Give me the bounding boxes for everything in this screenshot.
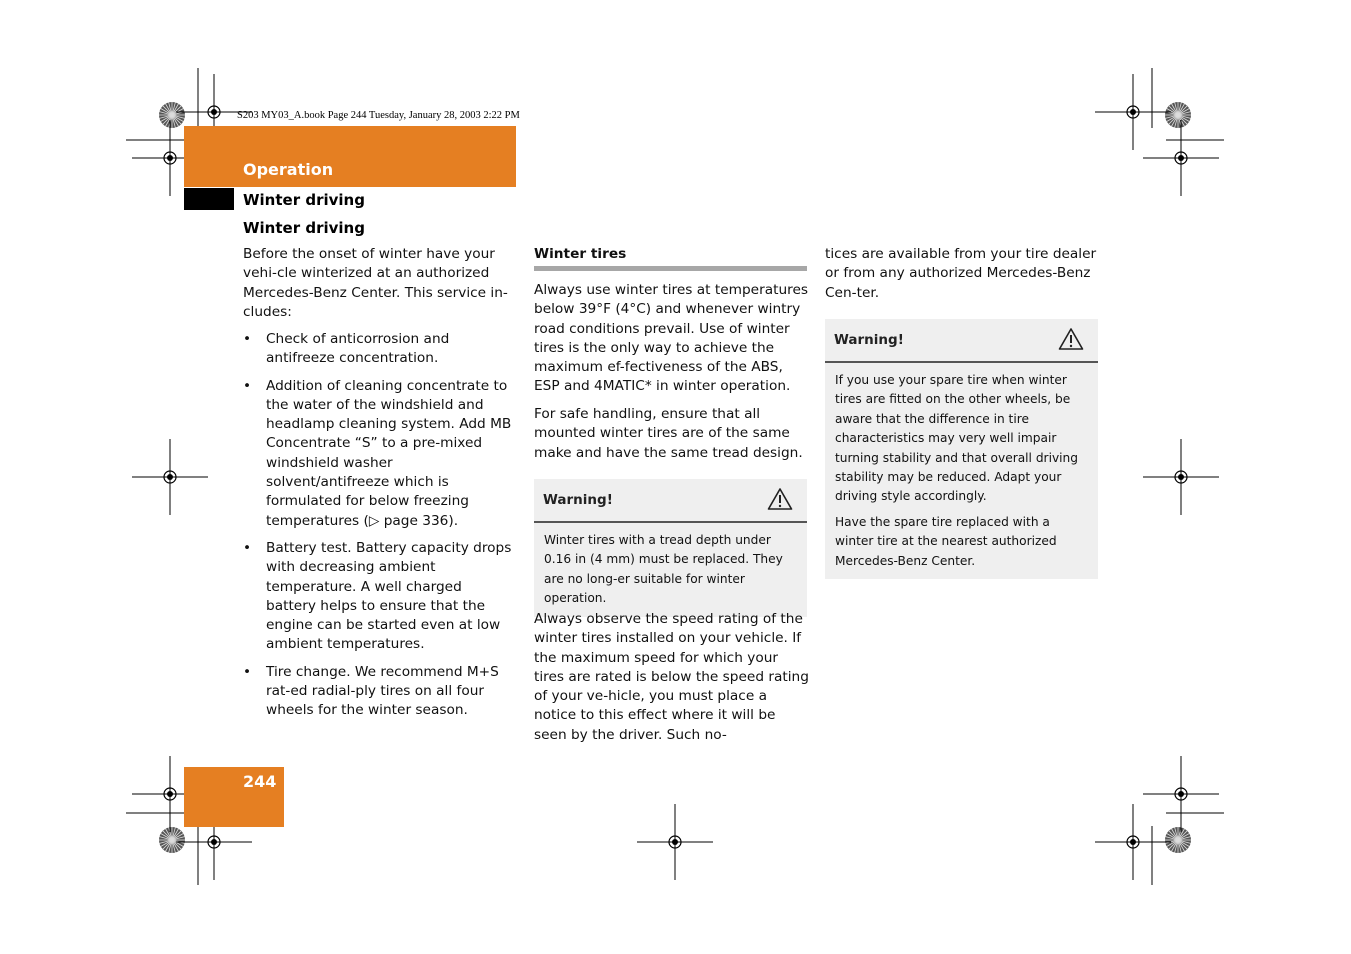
winter-tires-paragraph-2: For safe handling, ensure that all mounted winter tires are of the same make and have the same tread design. bbox=[534, 406, 803, 461]
section-title: Operation bbox=[243, 160, 334, 179]
subsection-title: Winter driving bbox=[243, 191, 365, 209]
list-item-text: Tire change. We recommend M+S rat-ed radial-ply tires on all four wheels for the winter season. bbox=[266, 663, 499, 719]
service-list bbox=[243, 330, 515, 729]
warning-text: If you use your spare tire when winter tires are fitted on the other wheels, be aware that the difference in tire characteristics may very well impair turning stability and that overall driving stability may be reduced. Adapt your driving style accordingly. bbox=[835, 373, 1079, 504]
starburst-mark bbox=[159, 827, 185, 853]
list-item-text: Battery test. Battery capacity drops with decreasing ambient temperature. A well charged battery helps to ensure that the engine can be started even at low ambient temperatures. bbox=[266, 539, 512, 653]
list-item bbox=[243, 539, 515, 655]
winter-tires-paragraph-3: Always observe the speed rating of the winter tires installed on your vehicle. If the maximum speed for which your tires are rated is below the speed rating of your ve-hicle, you must place a notice to this effect where it will be seen by the driver. Such no- bbox=[534, 611, 809, 743]
bullet-glyph: • bbox=[243, 663, 252, 680]
warning-text: Winter tires with a tread depth under 0.16 in (4 mm) must be replaced. They are no long-er suitable for winter operation. bbox=[544, 533, 783, 606]
bullet-glyph: • bbox=[243, 331, 252, 347]
starburst-mark bbox=[159, 102, 185, 128]
warning-triangle-icon bbox=[767, 487, 793, 515]
continued-paragraph: tices are available from your tire dealer or from any authorized Mercedes-Benz Cen-ter. bbox=[825, 246, 1097, 301]
list-item bbox=[243, 330, 515, 369]
bullet-glyph: • bbox=[243, 377, 252, 394]
bullet-glyph: • bbox=[243, 539, 252, 556]
intro-paragraph: Before the onset of winter have your vehi-cle winterized at an authorized Mercedes-Benz Center. This service in-cludes: bbox=[243, 246, 508, 320]
subsection-marker bbox=[184, 188, 234, 210]
warning-body bbox=[825, 363, 1098, 579]
list-item bbox=[243, 663, 515, 721]
warning-header bbox=[534, 479, 807, 523]
section-header-bar bbox=[184, 126, 516, 187]
page-number: 244 bbox=[243, 772, 277, 791]
page-heading: Winter driving bbox=[243, 219, 365, 237]
list-item-text: Check of anticorrosion and antifreeze concentration. bbox=[266, 331, 450, 367]
warning-box-tread-depth bbox=[534, 479, 807, 617]
warning-header bbox=[825, 319, 1098, 363]
warning-box-spare-tire bbox=[825, 319, 1098, 579]
list-item bbox=[243, 377, 515, 531]
winter-tires-paragraph-1: Always use winter tires at temperatures below 39°F (4°C) and whenever wintry road conditions prevail. Use of winter tires is the only way to achieve the maximum ef-fectiveness of the ABS, ESP and 4MATIC* in winter operation. bbox=[534, 282, 809, 395]
warning-title: Warning! bbox=[543, 492, 613, 508]
warning-title: Warning! bbox=[834, 332, 904, 348]
warning-triangle-icon bbox=[1058, 327, 1084, 355]
winter-tires-heading: Winter tires bbox=[534, 246, 627, 262]
starburst-mark bbox=[1165, 827, 1191, 853]
print-stamp: S203 MY03_A.book Page 244 Tuesday, January 28, 2003 2:22 PM bbox=[237, 110, 520, 121]
starburst-mark bbox=[1165, 102, 1191, 128]
list-item-text: Addition of cleaning concentrate to the water of the windshield and headlamp cleaning system. Add MB Concentrate “S” to a pre-mixed windshield washer solvent/antifreeze which is formulated for below freezing temperatures (▷ page 336). bbox=[266, 377, 512, 529]
warning-body bbox=[534, 523, 807, 617]
heading-rule bbox=[534, 266, 807, 271]
warning-text: Have the spare tire replaced with a winter tire at the nearest authorized Mercedes-Benz Center. bbox=[835, 514, 1057, 568]
